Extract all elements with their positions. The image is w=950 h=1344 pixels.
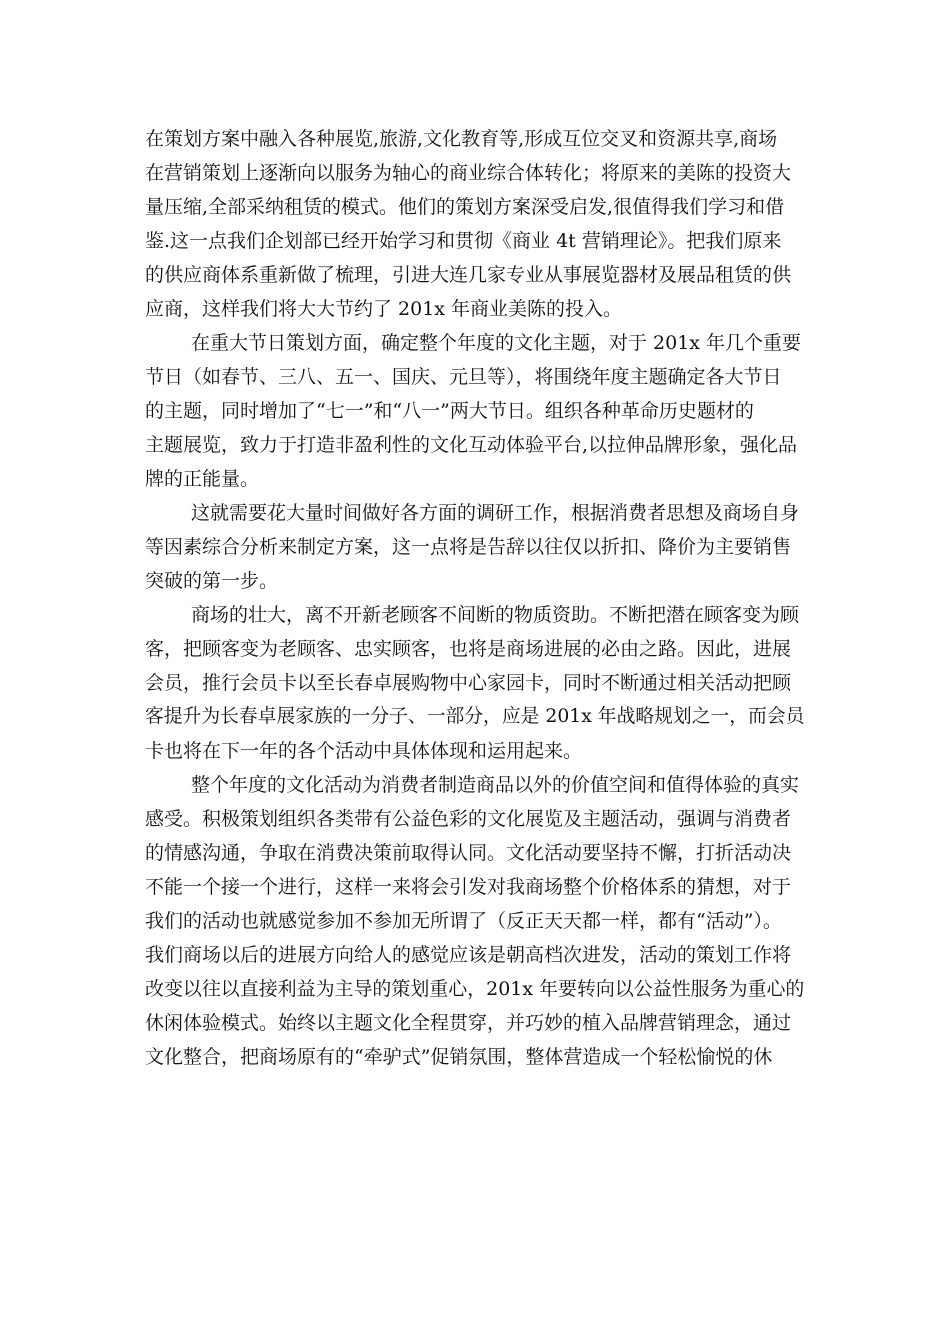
- paragraph-line: 我们的活动也就感觉参加不参加无所谓了（反正天天都一样，都有“活动”）。: [145, 910, 782, 932]
- paragraph-line: 商场的壮大，离不开新老顾客不间断的物质资助。不断把潜在顾客变为顾: [191, 604, 800, 626]
- paragraph-line: 我们商场以后的进展方向给人的感觉应该是朝高档次进发，活动的策划工作将: [145, 944, 792, 966]
- paragraph-line: 整个年度的文化活动为消费者制造商品以外的价值空间和值得体验的真实: [191, 774, 800, 796]
- paragraph: [145, 122, 805, 326]
- paragraph-line: 改变以往以直接利益为主导的策划重心，201x 年要转向以公益性服务为重心的: [145, 978, 805, 1000]
- paragraph-line: 不能一个接一个进行，这样一来将会引发对我商场整个价格体系的猜想，对于: [145, 876, 792, 898]
- paragraph: [145, 768, 805, 1074]
- paragraph-line: 量压缩,全部采纳租赁的模式。他们的策划方案深受启发,很值得我们学习和借: [145, 196, 785, 218]
- paragraph-line: 在重大节日策划方面，确定整个年度的文化主题，对于 201x 年几个重要: [191, 332, 802, 354]
- paragraph: [145, 598, 805, 768]
- paragraph-line: 的主题，同时增加了“七一”和“八一”两大节日。组织各种革命历史题材的: [145, 400, 754, 422]
- paragraph-line: 突破的第一步。: [145, 570, 279, 592]
- paragraph-line: 客，把顾客变为老顾客、忠实顾客，也将是商场进展的必由之路。因此，进展: [145, 638, 792, 660]
- paragraph-line: 感受。积极策划组织各类带有公益色彩的文化展览及主题活动，强调与消费者: [145, 808, 792, 830]
- paragraph: [145, 326, 805, 496]
- paragraph-line: 在策划方案中融入各种展览,旅游,文化教育等,形成互位交叉和资源共享,商场: [145, 128, 778, 150]
- paragraph-line: 的供应商体系重新做了梳理，引进大连几家专业从事展览器材及展品租赁的供: [145, 264, 792, 286]
- paragraph-line: 等因素综合分析来制定方案，这一点将是告辞以往仅以折扣、降价为主要销售: [145, 536, 792, 558]
- paragraph-line: 客提升为长春卓展家族的一分子、一部分，应是 201x 年战略规划之一，而会员: [145, 706, 805, 727]
- paragraph-line: 文化整合，把商场原有的“牵驴式”促销氛围，整体营造成一个轻松愉悦的休: [145, 1046, 773, 1068]
- paragraph-line: 牌的正能量。: [145, 468, 260, 490]
- paragraph-line: 节日（如春节、三八、五一、国庆、元旦等），将围绕年度主题确定各大节日: [145, 366, 782, 388]
- paragraph-line: 应商，这样我们将大大节约了 201x 年商业美陈的投入。: [145, 298, 623, 320]
- paragraph: [145, 496, 805, 598]
- paragraph-line: 卡也将在下一年的各个活动中具体体现和运用起来。: [145, 740, 583, 762]
- paragraph-line: 的情感沟通，争取在消费决策前取得认同。文化活动要坚持不懈，打折活动决: [145, 842, 792, 864]
- document-body: [145, 122, 805, 1074]
- paragraph-line: 在营销策划上逐渐向以服务为轴心的商业综合体转化；将原来的美陈的投资大: [145, 162, 792, 184]
- paragraph-line: 主题展览，致力于打造非盈利性的文化互动体验平台,以拉伸品牌形象，强化品: [145, 434, 798, 456]
- paragraph-line: 这就需要花大量时间做好各方面的调研工作，根据消费者思想及商场自身: [191, 502, 800, 524]
- paragraph-line: 休闲体验模式。始终以主题文化全程贯穿，并巧妙的植入品牌营销理念，通过: [145, 1012, 792, 1034]
- paragraph-line: 会员，推行会员卡以至长春卓展购物中心家园卡，同时不断通过相关活动把顾: [145, 672, 792, 694]
- paragraph-line: 鉴.这一点我们企划部已经开始学习和贯彻《商业 4t 营销理论》。把我们原来: [145, 230, 782, 252]
